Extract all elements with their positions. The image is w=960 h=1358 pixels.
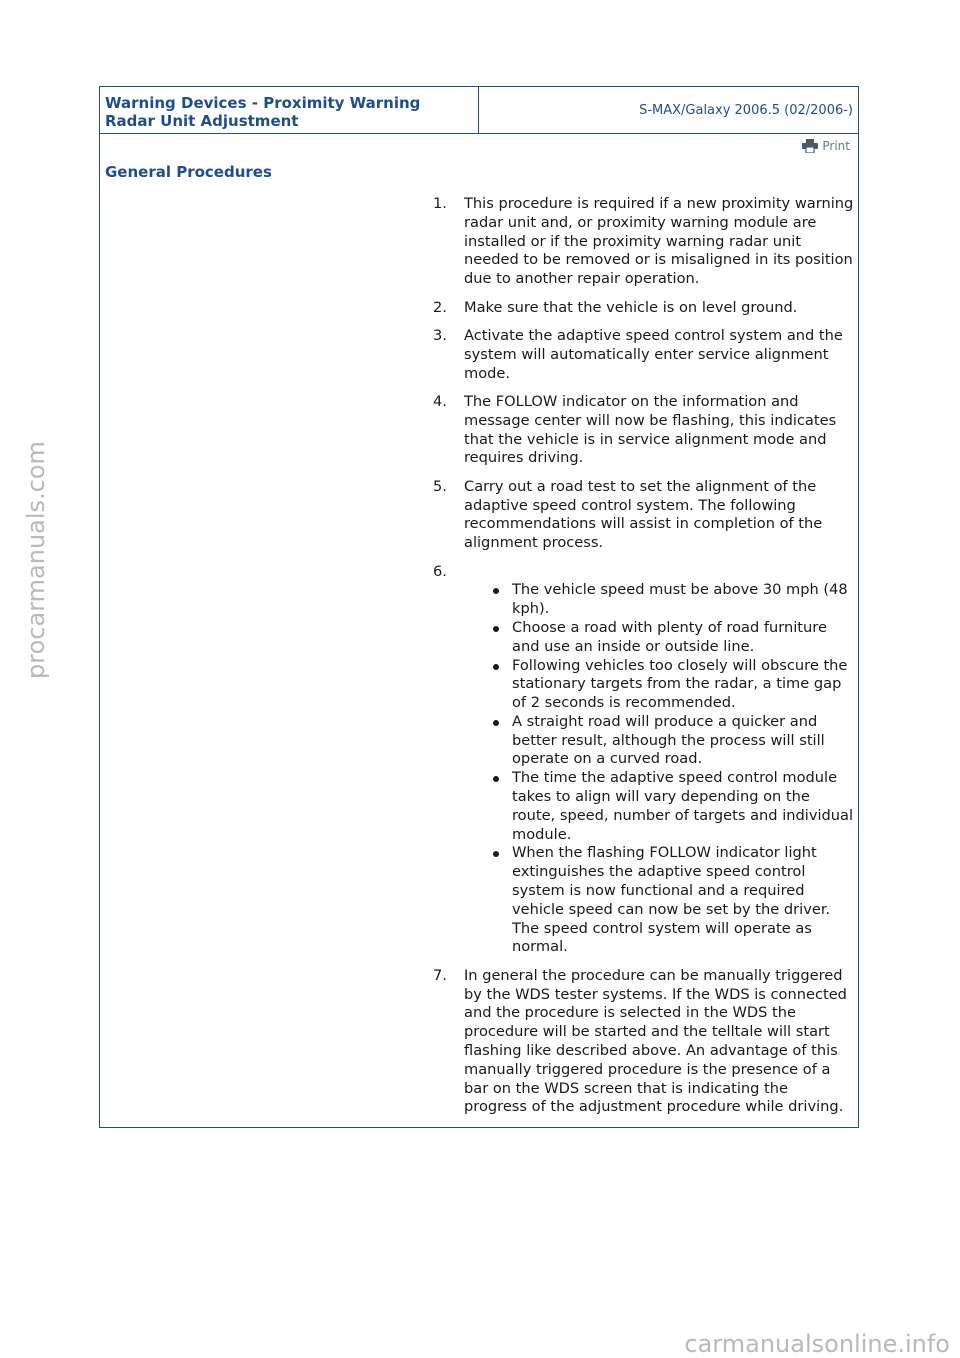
step-text: In general the procedure can be manually triggered by the WDS tester systems. If the WDS is connected and the procedure is selected in the WDS the procedure will be started and the telltale will start flashing like described above. An advantage of this manually triggered procedure is the presence of a bar on the WDS screen that is indicating the progress of the adjustment procedure while driving. [464,966,847,1116]
bullet-dot-icon [493,851,499,857]
bullet-text: Following vehicles too closely will obscure the stationary targets from the radar, a time gap of 2 seconds is recommended. [512,656,848,712]
bullet-text: A straight road will produce a quicker and better result, although the process will still operate on a curved road. [512,712,825,768]
step-number: 7. [433,966,447,984]
bullet-text: The time the adaptive speed control module takes to align will vary depending on the route, speed, number of targets and individual module. [512,769,854,843]
step-item [430,563,854,958]
step-number: 2. [433,298,447,316]
step-item [430,327,854,383]
step-number: 5. [433,477,447,495]
procedure-steps [430,195,854,1127]
step-text: This procedure is required if a new proximity warning radar unit and, or proximity warning module are installed or if the proximity warning radar unit needed to be removed or is misaligned in its position due to another repair operation. [464,195,854,288]
document-header [100,87,858,134]
bullet-text: Choose a road with plenty of road furniture and use an inside or outside line. [512,618,827,655]
page-title-line2: Radar Unit Adjustment [105,112,299,130]
step-text: Carry out a road test to set the alignment of the adaptive speed control system. The following recommendations will assist in completion of the alignment process. [464,477,823,552]
bullet-dot-icon [493,664,499,670]
bottom-watermark: carmanualsonline.info [684,1330,950,1358]
bullet-dot-icon [493,720,499,726]
step-text: Make sure that the vehicle is on level ground. [464,298,798,316]
side-watermark: procarmanuals.com [22,441,50,679]
page-title [100,87,479,133]
step-item [430,195,854,289]
bullet-item [512,769,854,844]
bullet-text: When the flashing FOLLOW indicator light extinguishes the adaptive speed control system is now functional and a required vehicle speed can now be set by the driver. The speed control system will operate as normal. [512,844,831,956]
bullet-text: The vehicle speed must be above 30 mph (48 kph). [512,581,848,618]
step-number: 4. [433,392,447,410]
step-item [430,967,854,1117]
document-frame [99,86,859,1128]
page-title-line1: Warning Devices - Proximity Warning [105,94,421,112]
step-text: The FOLLOW indicator on the information and message center will now be flashing, this indicates that the vehicle is in service alignment mode and requires driving. [464,392,837,467]
printer-icon [802,139,818,153]
bullet-item [512,713,854,769]
step-6-bullets [464,581,854,957]
step-text: Activate the adaptive speed control system and the system will automatically enter service alignment mode. [464,326,843,382]
print-label: Print [822,139,850,153]
step-number: 1. [433,195,447,212]
bullet-item [512,581,854,619]
step-item [430,478,854,553]
step-item [430,299,854,318]
print-button[interactable] [802,139,850,153]
bullet-item [512,844,854,957]
vehicle-model: S-MAX/Galaxy 2006.5 (02/2006-) [639,103,853,118]
bullet-item [512,619,854,657]
bullet-dot-icon [493,626,499,632]
step-number: 3. [433,326,447,344]
step-item [430,393,854,468]
bullet-dot-icon [493,588,499,594]
bullet-item [512,657,854,713]
section-title: General Procedures [105,163,272,181]
bullet-dot-icon [493,776,499,782]
step-number: 6. [433,562,447,580]
step-text [464,563,854,582]
